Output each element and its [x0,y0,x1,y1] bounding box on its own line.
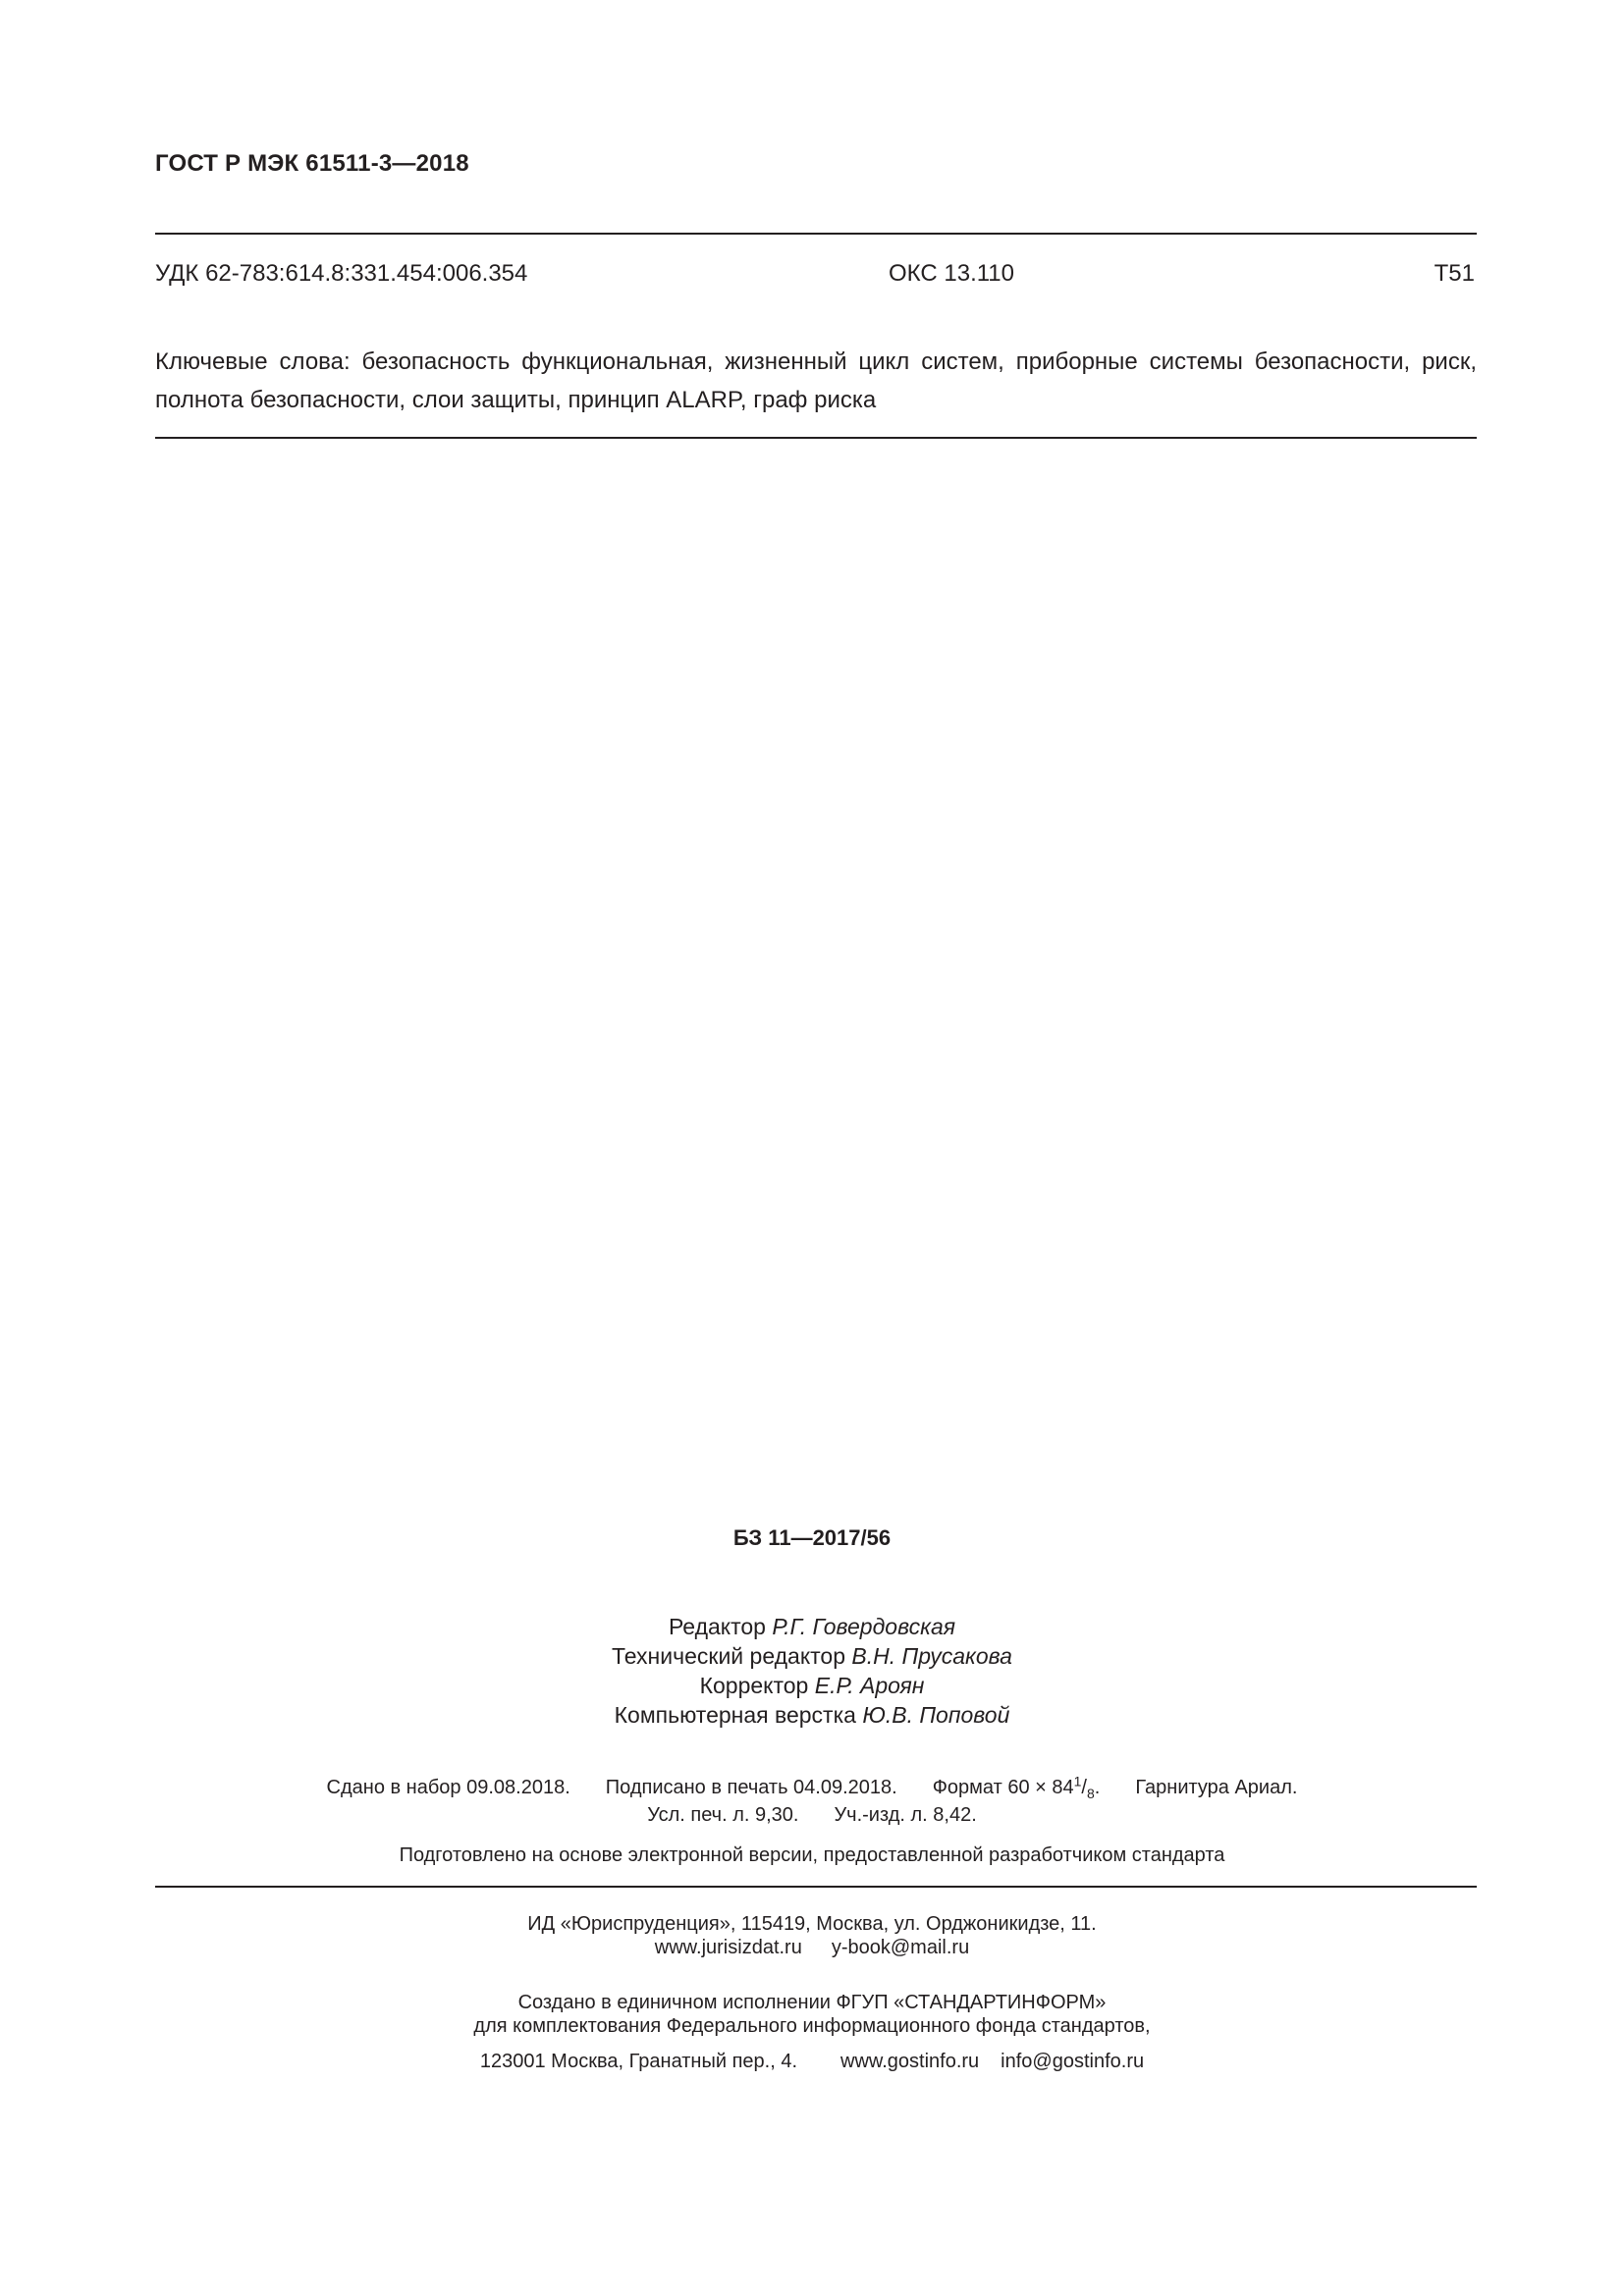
creator-email: info@gostinfo.ru [1001,2051,1145,2072]
credit-role: Редактор [668,1614,766,1639]
print-info-line-2 [0,1802,1624,1828]
credit-name: Ю.В. Поповой [862,1702,1010,1728]
publisher-contacts [0,1937,1624,1959]
category-code: Т51 [1434,260,1475,287]
divider-keywords [155,437,1477,439]
udk-code: УДК 62-783:614.8:331.454:006.354 [155,260,528,287]
credit-line-tech-editor [0,1641,1624,1671]
divider-top [155,233,1477,235]
publisher-website: www.jurisizdat.ru [654,1937,802,1958]
credit-role: Корректор [699,1673,809,1698]
submitted-date: Сдано в набор 09.08.2018. [326,1777,570,1798]
bz-number: БЗ 11—2017/56 [732,1525,892,1550]
publisher-address: ИД «Юриспруденция», 115419, Москва, ул. Орджоникидзе, 11. [527,1913,1097,1935]
typeface: Гарнитура Ариал. [1135,1777,1298,1798]
signed-date: Подписано в печать 04.09.2018. [605,1777,897,1798]
creator-contacts [0,2051,1624,2073]
publisher-email: y-book@mail.ru [831,1937,970,1958]
credit-line-corrector [0,1671,1624,1700]
credit-name: В.Н. Прусакова [851,1643,1012,1669]
print-info-line-1 [0,1775,1624,1800]
keywords-paragraph: Ключевые слова: безопасность функциональная, жизненный цикл систем, приборные системы безопасности, риск, полнота безопасности, слои защиты, принцип ALARP, граф риска [155,348,1477,413]
credit-role: Технический редактор [612,1643,846,1669]
credit-line-layout [0,1700,1624,1730]
credit-name: Е.Р. Ароян [814,1673,925,1698]
creator-address: 123001 Москва, Гранатный пер., 4. [479,2051,797,2072]
print-sheets: Усл. печ. л. 9,30. [647,1804,799,1826]
publisher-sheets: Уч.-изд. л. 8,42. [834,1804,977,1826]
paper-format: Формат $60 \times 84^1/_8$. [932,1773,1101,1801]
credit-line-editor [0,1612,1624,1641]
credit-role: Компьютерная верстка [614,1702,856,1728]
credit-name: Р.Г. Говердовская [772,1614,956,1639]
classification-row [155,260,1477,290]
creator-line-1: Создано в единичном исполнении ФГУП «СТАНДАРТИНФОРМ» [517,1992,1107,2013]
document-code: ГОСТ Р МЭК 61511-3—2018 [155,150,469,177]
credits-block [0,1612,1624,1730]
divider-bottom [155,1886,1477,1888]
creator-line-2: для комплектования Федерального информационного фонда стандартов, [473,2015,1151,2037]
prepared-note: Подготовлено на основе электронной версии, предоставленной разработчиком стандарта [399,1844,1225,1866]
oks-code: ОКС 13.110 [889,260,1015,287]
creator-website: www.gostinfo.ru [840,2051,980,2072]
